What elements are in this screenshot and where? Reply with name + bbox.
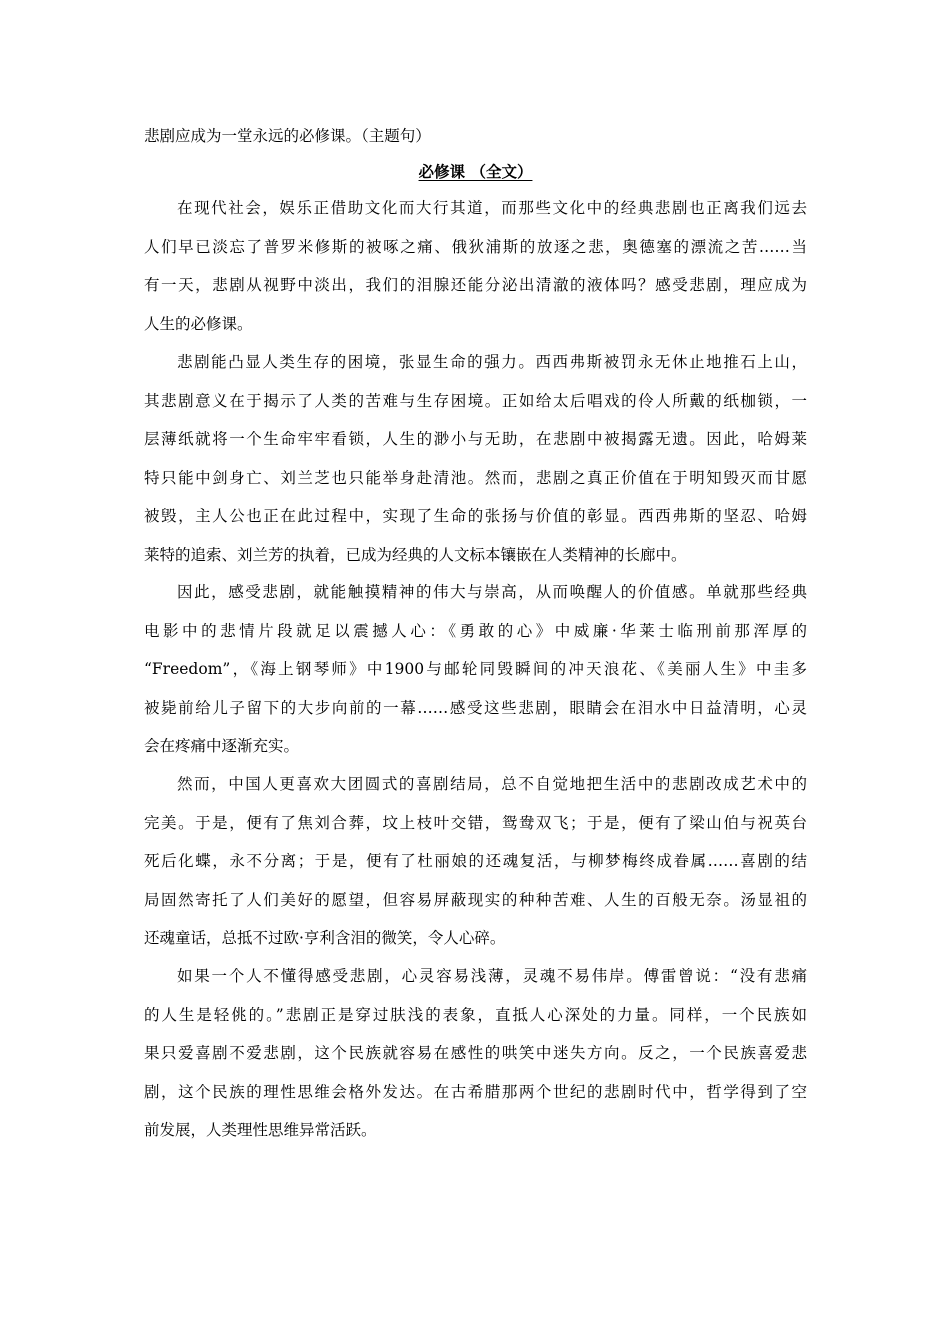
paragraph-line: “Freedom”，《海上钢琴师》中1900与邮轮同毁瞬间的冲天浪花、《美丽人生》中圭多 bbox=[144, 660, 807, 678]
paragraph-line: 因此，感受悲剧，就能触摸精神的伟大与崇高，从而唤醒人的价值感。单就那些经典 bbox=[177, 583, 807, 601]
paragraph-line: 层薄纸就将一个生命牢牢看锁，人生的渺小与无助，在悲剧中被揭露无遗。因此，哈姆莱 bbox=[144, 430, 807, 448]
paragraph-line: 在现代社会，娱乐正借助文化而大行其道，而那些文化中的经典悲剧也正离我们远去 bbox=[177, 199, 807, 217]
paragraph-line: 被毙前给儿子留下的大步向前的一幕……感受这些悲剧，眼睛会在泪水中日益清明，心灵 bbox=[144, 698, 807, 717]
paragraph-line: 的人生是轻佻的。”悲剧正是穿过肤浅的表象，直抵人心深处的力量。同样，一个民族如 bbox=[144, 1005, 807, 1024]
paragraph-line: 电影中的悲情片段就足以震撼人心：《勇敢的心》中威廉·华莱士临刑前那浑厚的 bbox=[144, 621, 807, 640]
paragraph-line: 剧，这个民族的理性思维会格外发达。在古希腊那两个世纪的悲剧时代中，哲学得到了空 bbox=[144, 1082, 807, 1101]
paragraph-line: 如果一个人不懂得感受悲剧，心灵容易浅薄，灵魂不易伟岸。傅雷曾说：“没有悲痛 bbox=[177, 967, 807, 985]
paragraph-line: 有一天，悲剧从视野中淡出，我们的泪腺还能分泌出清澈的液体吗？感受悲剧，理应成为 bbox=[144, 276, 807, 294]
topic-sentence: 悲剧应成为一堂永远的必修课。（主题句） bbox=[144, 127, 431, 145]
paragraph-line: 会在疼痛中逐渐充实。 bbox=[144, 737, 300, 755]
paragraph-4 bbox=[144, 774, 807, 967]
paragraph-line: 特只能中剑身亡、刘兰芝也只能举身赴清池。然而，悲剧之真正价值在于明知毁灭而甘愿 bbox=[144, 468, 807, 487]
paragraph-line: 死后化蝶，永不分离；于是，便有了杜丽娘的还魂复活，与柳梦梅终成眷属……喜剧的结 bbox=[144, 852, 807, 870]
paragraph-line: 被毁，主人公也正在此过程中，实现了生命的张扬与价值的彰显。西西弗斯的坚忍、哈姆 bbox=[144, 507, 807, 525]
paragraph-1 bbox=[144, 198, 807, 352]
essay-title-text: 必修课 （全文） bbox=[418, 162, 533, 181]
essay-title bbox=[144, 162, 807, 182]
paragraph-line: 人们早已淡忘了普罗米修斯的被啄之痛、俄狄浦斯的放逐之悲，奥德塞的漂流之苦……当 bbox=[144, 237, 807, 256]
paragraph-line: 莱特的追索、刘兰芳的执着，已成为经典的人文标本镶嵌在人类精神的长廊中。 bbox=[144, 545, 687, 564]
paragraph-line: 然而，中国人更喜欢大团圆式的喜剧结局，总不自觉地把生活中的悲剧改成艺术中的 bbox=[177, 775, 807, 793]
paragraph-line: 悲剧能凸显人类生存的困境，张显生命的强力。西西弗斯被罚永无休止地推石上山， bbox=[177, 353, 807, 371]
paragraph-line: 前发展，人类理性思维异常活跃。 bbox=[144, 1121, 377, 1139]
paragraph-line: 其悲剧意义在于揭示了人类的苦难与生存困境。正如给太后唱戏的伶人所戴的纸枷锁，一 bbox=[144, 391, 807, 410]
paragraph-5 bbox=[144, 966, 807, 1159]
paragraph-line: 还魂童话，总抵不过欧·亨利含泪的微笑，令人心碎。 bbox=[144, 929, 506, 947]
paragraph-line: 完美。于是，便有了焦刘合葬，坟上枝叶交错，鸳鸯双飞；于是，便有了梁山伯与祝英台 bbox=[144, 813, 807, 832]
paragraph-line: 人生的必修课。 bbox=[144, 314, 253, 333]
paragraph-2 bbox=[144, 352, 807, 583]
paragraph-line: 局固然寄托了人们美好的愿望，但容易屏蔽现实的种种苦难、人生的百般无奈。汤显祖的 bbox=[144, 890, 807, 909]
paragraph-line: 果只爱喜剧不爱悲剧，这个民族就容易在感性的哄笑中迷失方向。反之，一个民族喜爱悲 bbox=[144, 1044, 807, 1062]
paragraph-3 bbox=[144, 582, 807, 775]
